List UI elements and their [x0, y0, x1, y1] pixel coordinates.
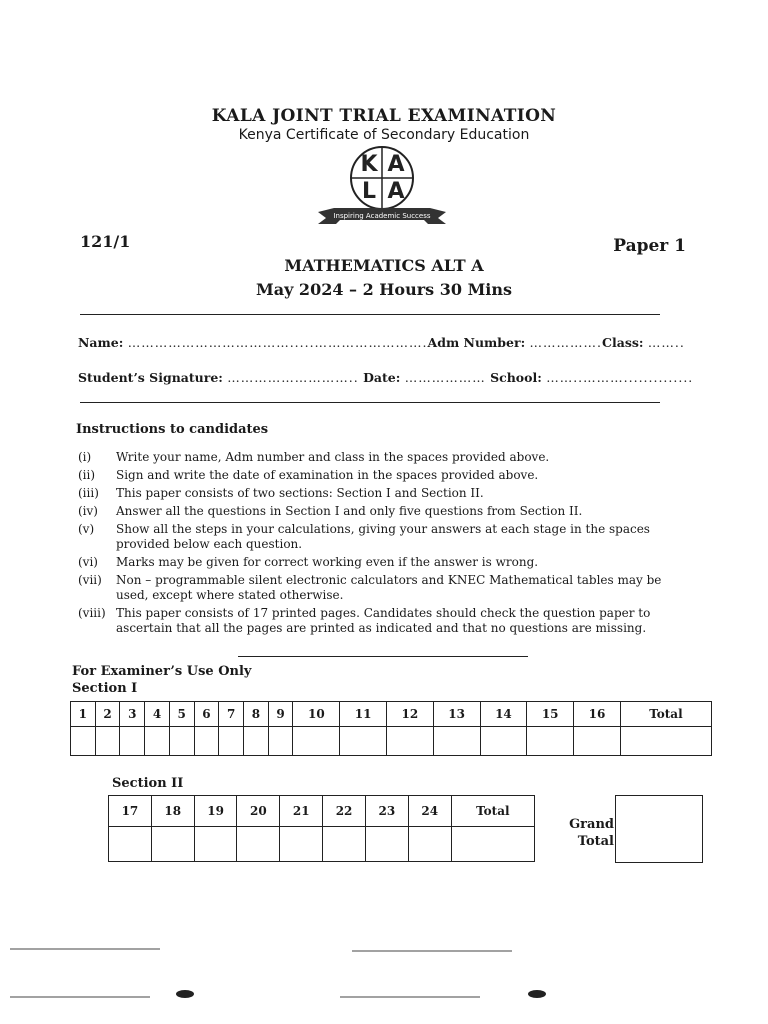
section1-header-cell: 2 [95, 702, 120, 727]
section1-header-cell: 8 [244, 702, 269, 727]
section1-score-cell[interactable] [387, 727, 434, 756]
section1-marks-table [70, 701, 712, 756]
scan-mark [340, 996, 480, 998]
divider-top [80, 314, 660, 315]
instruction-text: Show all the steps in your calculations, giving your answers at each stage in the spaces provided below each question. [116, 522, 650, 551]
section2-marks-table [108, 795, 535, 862]
section1-score-cell[interactable] [433, 727, 480, 756]
section2-score-row [109, 827, 535, 862]
instruction-item [78, 486, 688, 501]
section1-header-cell: 11 [340, 702, 387, 727]
section1-score-cell[interactable] [340, 727, 387, 756]
instruction-number: (i) [78, 450, 92, 464]
section1-score-cell[interactable] [268, 727, 293, 756]
instruction-number: (v) [78, 522, 95, 536]
section1-header-cell: 6 [194, 702, 219, 727]
class-label: Class: [602, 335, 644, 350]
school-field[interactable]: ……..……….............. [546, 370, 694, 385]
section2-score-cell[interactable] [109, 827, 152, 862]
scan-mark [352, 950, 512, 952]
instruction-text: Sign and write the date of examination in the spaces provided above. [116, 468, 539, 482]
instruction-text: Answer all the questions in Section I and only five questions from Section II. [116, 504, 583, 518]
divider-short [238, 656, 528, 657]
instruction-text: Write your name, Adm number and class in the spaces provided above. [116, 450, 550, 464]
name-row [78, 335, 685, 350]
section2-header-cell: 21 [280, 796, 323, 827]
section1-header-cell: 16 [574, 702, 621, 727]
signature-row [78, 370, 693, 385]
instruction-text: Non – programmable silent electronic calculators and KNEC Mathematical tables may be used, except where stated otherwise. [116, 573, 662, 602]
signature-field[interactable]: ……………………….. [227, 370, 359, 385]
section1-score-cell[interactable] [244, 727, 269, 756]
instruction-item [78, 504, 688, 519]
section1-header-cell: 9 [268, 702, 293, 727]
instruction-text: This paper consists of 17 printed pages. Candidates should check the question paper to ascertain that all the pages are printed as indicated and that no questions are missing. [116, 606, 651, 635]
section2-header-cell: 18 [151, 796, 194, 827]
kala-logo [314, 146, 450, 228]
section2-header-cell: Total [451, 796, 534, 827]
logo-letter-a1: A [387, 152, 405, 177]
instruction-item [78, 555, 688, 570]
section1-score-cell[interactable] [120, 727, 145, 756]
instruction-number: (viii) [78, 606, 106, 620]
section2-score-cell[interactable] [151, 827, 194, 862]
section1-score-row [71, 727, 712, 756]
section2-header-cell: 22 [323, 796, 366, 827]
school-label: School: [490, 370, 542, 385]
section1-score-cell[interactable] [574, 727, 621, 756]
section2-header-cell: 20 [237, 796, 280, 827]
section2-score-cell[interactable] [365, 827, 408, 862]
instructions-heading: Instructions to candidates [76, 422, 269, 437]
paper-code: 121/1 [80, 232, 131, 251]
adm-number-field[interactable]: ……………. [529, 335, 603, 350]
section2-header-cell: 24 [408, 796, 451, 827]
section1-score-cell[interactable] [145, 727, 170, 756]
instruction-item [78, 468, 688, 483]
section2-score-cell[interactable] [323, 827, 366, 862]
section1-header-cell: 5 [169, 702, 194, 727]
grand-total-box[interactable] [615, 795, 703, 863]
section2-score-cell[interactable] [237, 827, 280, 862]
logo-letter-l: L [361, 179, 377, 204]
section1-header-row [71, 702, 712, 727]
section1-score-cell[interactable] [293, 727, 340, 756]
scan-blot [528, 990, 546, 998]
scan-mark [10, 948, 160, 950]
grand-total-label [564, 816, 614, 850]
name-field[interactable]: ……………………………….....……………………. [127, 335, 428, 350]
section2-score-cell[interactable] [408, 827, 451, 862]
scan-mark [10, 996, 150, 998]
section1-score-cell[interactable] [169, 727, 194, 756]
instruction-item [78, 606, 688, 636]
date-label: Date: [363, 370, 401, 385]
exam-subtitle: Kenya Certificate of Secondary Education [238, 127, 530, 143]
examiner-heading: For Examiner’s Use Only [72, 664, 252, 679]
instruction-number: (vii) [78, 573, 102, 587]
logo-letter-a2: A [387, 179, 405, 204]
exam-title: KALA JOINT TRIAL EXAMINATION [211, 106, 557, 126]
section2-score-cell[interactable] [451, 827, 534, 862]
section2-score-cell[interactable] [280, 827, 323, 862]
date-field[interactable]: ……………… [404, 370, 486, 385]
instruction-number: (iii) [78, 486, 99, 500]
section2-score-cell[interactable] [194, 827, 237, 862]
subject-title: MATHEMATICS ALT A [284, 256, 484, 275]
section2-header-cell: 23 [365, 796, 408, 827]
signature-label: Student’s Signature: [78, 370, 223, 385]
scan-blot [176, 990, 194, 998]
section2-label: Section II [112, 776, 184, 791]
section1-header-cell: 7 [219, 702, 244, 727]
section2-header-cell: 19 [194, 796, 237, 827]
section1-header-cell: 13 [433, 702, 480, 727]
section1-score-cell[interactable] [194, 727, 219, 756]
section1-score-cell[interactable] [527, 727, 574, 756]
section1-score-cell[interactable] [219, 727, 244, 756]
instruction-number: (iv) [78, 504, 98, 518]
section1-header-cell: 12 [387, 702, 434, 727]
section1-header-cell: 14 [480, 702, 527, 727]
section1-score-cell[interactable] [480, 727, 527, 756]
instruction-item [78, 522, 688, 552]
class-field[interactable]: …….. [647, 335, 685, 350]
logo-letter-k: K [360, 152, 378, 177]
instruction-text: This paper consists of two sections: Section I and Section II. [116, 486, 484, 500]
paper-label: Paper 1 [613, 236, 686, 256]
instruction-item [78, 573, 688, 603]
section1-header-cell: 4 [145, 702, 170, 727]
instruction-item [78, 450, 688, 465]
section1-label: Section I [72, 681, 138, 696]
section1-score-cell[interactable] [95, 727, 120, 756]
section1-score-cell[interactable] [620, 727, 711, 756]
grand-label-line1: Grand [569, 817, 614, 832]
section1-header-cell: 15 [527, 702, 574, 727]
instruction-text: Marks may be given for correct working even if the answer is wrong. [116, 555, 539, 569]
section1-header-cell: 10 [293, 702, 340, 727]
section1-score-cell[interactable] [71, 727, 96, 756]
instruction-number: (ii) [78, 468, 96, 482]
exam-date-duration: May 2024 – 2 Hours 30 Mins [255, 280, 512, 299]
instructions-list [78, 450, 688, 639]
section1-header-cell: 3 [120, 702, 145, 727]
grand-label-line2: Total [577, 834, 614, 849]
section2-header-row [109, 796, 535, 827]
section2-header-cell: 17 [109, 796, 152, 827]
section1-header-cell: Total [620, 702, 711, 727]
divider-mid [80, 402, 660, 403]
name-label: Name: [78, 335, 124, 350]
instruction-number: (vi) [78, 555, 98, 569]
logo-tagline: Inspiring Academic Success [333, 212, 431, 220]
section1-header-cell: 1 [71, 702, 96, 727]
adm-label: Adm Number: [427, 335, 526, 350]
